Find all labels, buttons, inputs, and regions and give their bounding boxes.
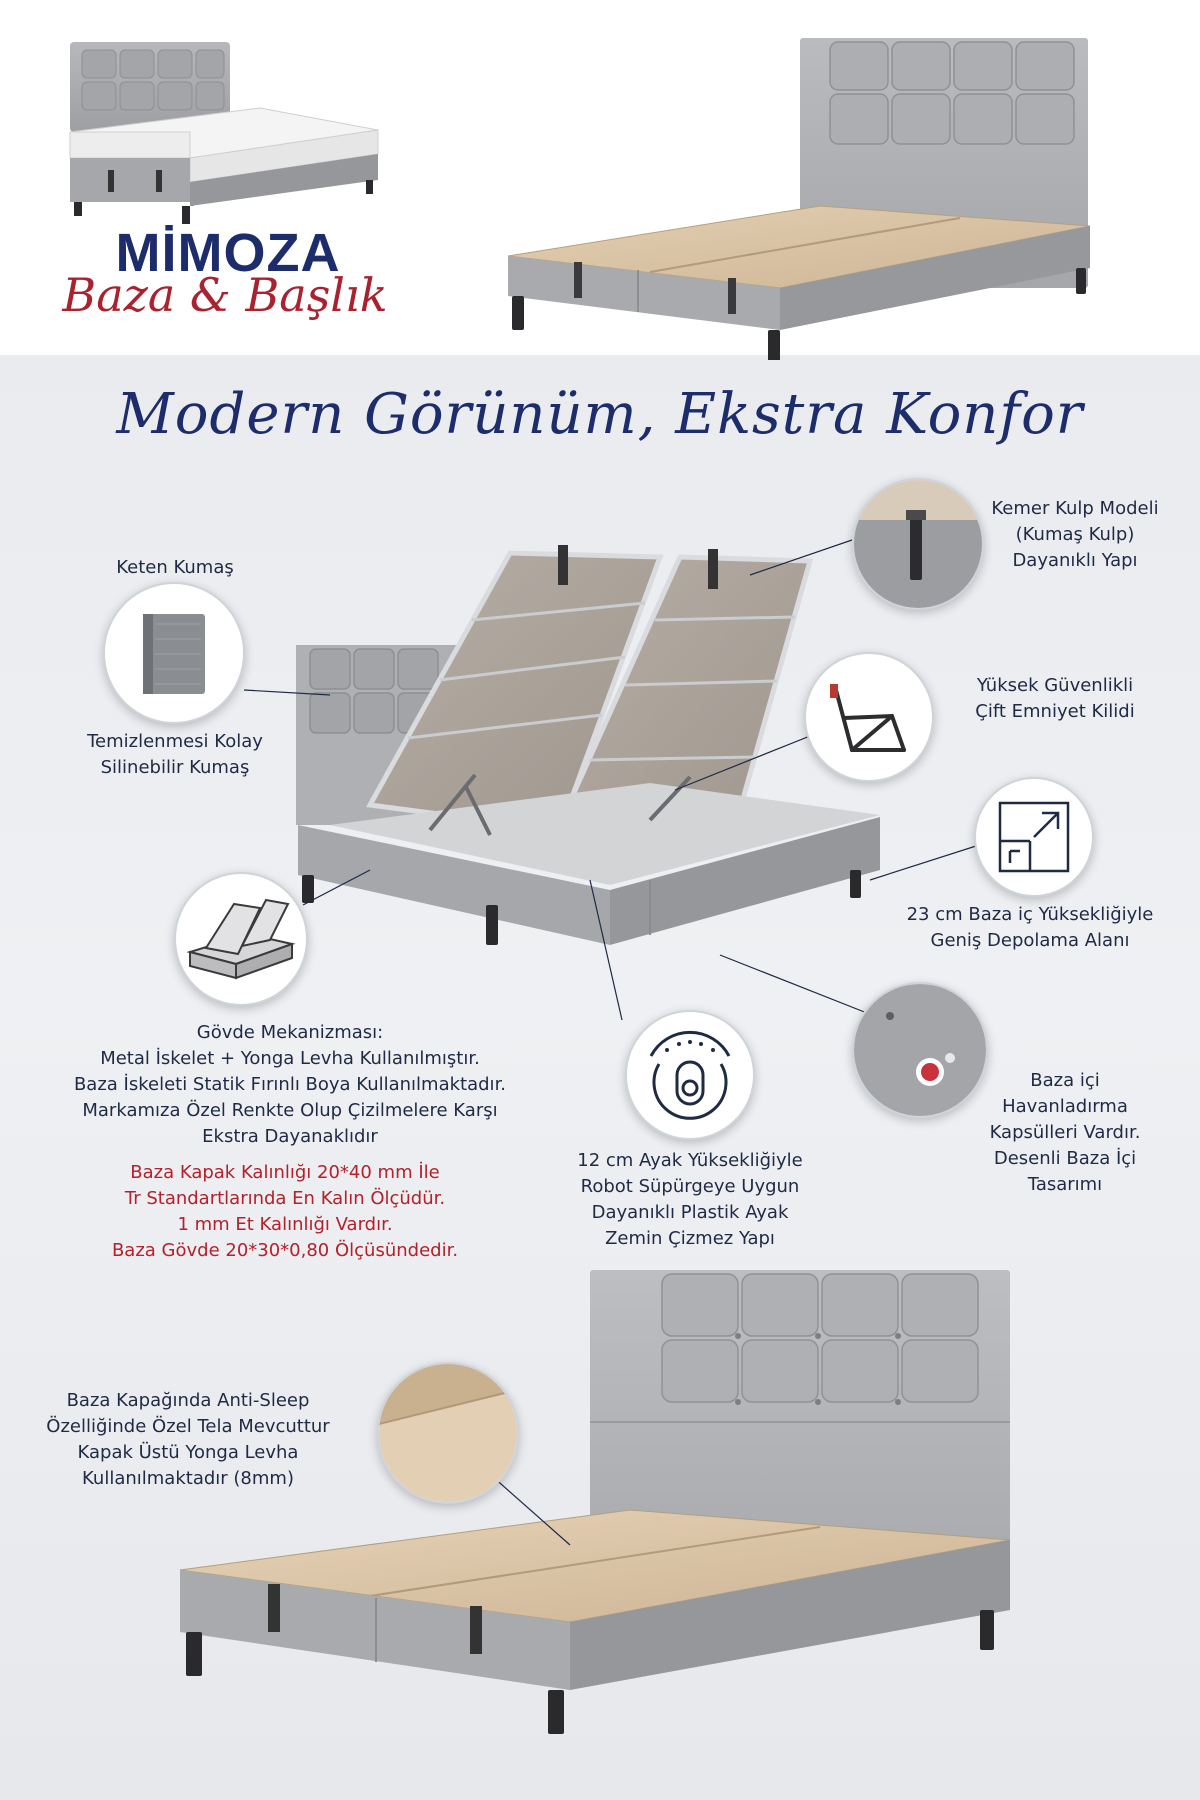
belt-handle-line-3: Dayanıklı Yapı	[1012, 550, 1138, 571]
body-mechanism-text	[40, 1020, 540, 1150]
easy-clean-line-2: Silinebilir Kumaş	[100, 757, 250, 778]
lid-specs-line-3: 1 mm Et Kalınlığı Vardır.	[177, 1214, 393, 1235]
storage-text	[880, 902, 1180, 954]
storage-line-1: 23 cm Baza iç Yüksekliğiyle	[906, 904, 1154, 925]
anti-sleep-line-2: Özelliğinde Özel Tela Mevcuttur	[46, 1416, 330, 1437]
storage-line-2: Geniş Depolama Alanı	[930, 930, 1130, 951]
body-mechanism-line-4: Markamıza Özel Renkte Olup Çizilmelere Karşı	[82, 1100, 498, 1121]
anti-sleep-line-3: Kapak Üstü Yonga Levha	[77, 1442, 299, 1463]
legs-circle	[625, 1010, 755, 1140]
lid-specs-line-4: Baza Gövde 20*30*0,80 Ölçüsündedir.	[111, 1240, 459, 1261]
brand-name: MİMOZA	[115, 223, 341, 283]
safety-lock-circle	[804, 652, 934, 782]
legs-line-1: 12 cm Ayak Yüksekliğiyle	[577, 1150, 803, 1171]
anti-sleep-text	[18, 1388, 358, 1492]
storage-arrow-icon	[976, 779, 1092, 895]
safety-lock-text	[935, 673, 1175, 725]
body-mechanism-line-5: Ekstra Dayanaklıdır	[202, 1126, 378, 1147]
anti-sleep-circle	[377, 1362, 519, 1504]
belt-handle-text	[965, 496, 1185, 574]
lid-specs-line-2: Tr Standartlarında En Kalın Ölçüdür.	[124, 1188, 446, 1209]
linen-fabric-text: Keten Kumaş	[116, 557, 234, 578]
body-mechanism-line-2: Metal İskelet + Yonga Levha Kullanılmıştır.	[100, 1048, 480, 1069]
body-mechanism-line-1: Gövde Mekanizması:	[196, 1022, 384, 1043]
ventilation-line-3: Kapsülleri Vardır.	[989, 1122, 1141, 1143]
brand-subtitle: Baza & Başlık	[62, 268, 388, 322]
belt-handle-line-2: (Kumaş Kulp)	[1015, 524, 1135, 545]
safety-lock-line-1: Yüksek Güvenlikli	[976, 675, 1134, 696]
lid-specs-line-1: Baza Kapak Kalınlığı 20*40 mm İle	[130, 1162, 440, 1183]
robot-vacuum-icon	[627, 1012, 753, 1138]
safety-lock-line-2: Çift Emniyet Kilidi	[975, 701, 1135, 722]
fabric-swatch-circle	[103, 582, 245, 724]
legs-line-4: Zemin Çizmez Yapı	[605, 1228, 775, 1249]
storage-frame-circle	[174, 872, 308, 1006]
belt-handle-icon	[854, 480, 982, 608]
legs-line-2: Robot Süpürgeye Uygun	[580, 1176, 800, 1197]
anti-sleep-line-4: Kullanılmaktadır (8mm)	[82, 1468, 294, 1489]
anti-sleep-line-1: Baza Kapağında Anti-Sleep	[66, 1390, 310, 1411]
lid-specs-text	[60, 1160, 510, 1264]
easy-clean-text	[50, 729, 300, 781]
fabric-swatch-icon	[105, 584, 243, 722]
legs-line-3: Dayanıklı Plastik Ayak	[591, 1202, 789, 1223]
lift-mechanism-icon	[806, 654, 932, 780]
ventilation-line-2: Havanladırma	[1002, 1096, 1128, 1117]
headline: Modern Görünüm, Ekstra Konfor	[116, 382, 1084, 447]
ventilation-line-4: Desenli Baza İçi	[993, 1148, 1137, 1169]
belt-handle-line-1: Kemer Kulp Modeli	[991, 498, 1159, 519]
anti-sleep-lid-icon	[379, 1364, 517, 1502]
easy-clean-line-1: Temizlenmesi Kolay	[87, 731, 263, 752]
storage-frame-icon	[176, 874, 306, 1004]
legs-text	[555, 1148, 825, 1252]
ventilation-line-1: Baza içi	[1030, 1070, 1100, 1091]
storage-icon-circle	[974, 777, 1094, 897]
ventilation-text	[960, 1068, 1170, 1198]
ventilation-line-5: Tasarımı	[1027, 1174, 1103, 1195]
body-mechanism-line-3: Baza İskeleti Statik Fırınlı Boya Kullanılmaktadır.	[73, 1074, 507, 1095]
